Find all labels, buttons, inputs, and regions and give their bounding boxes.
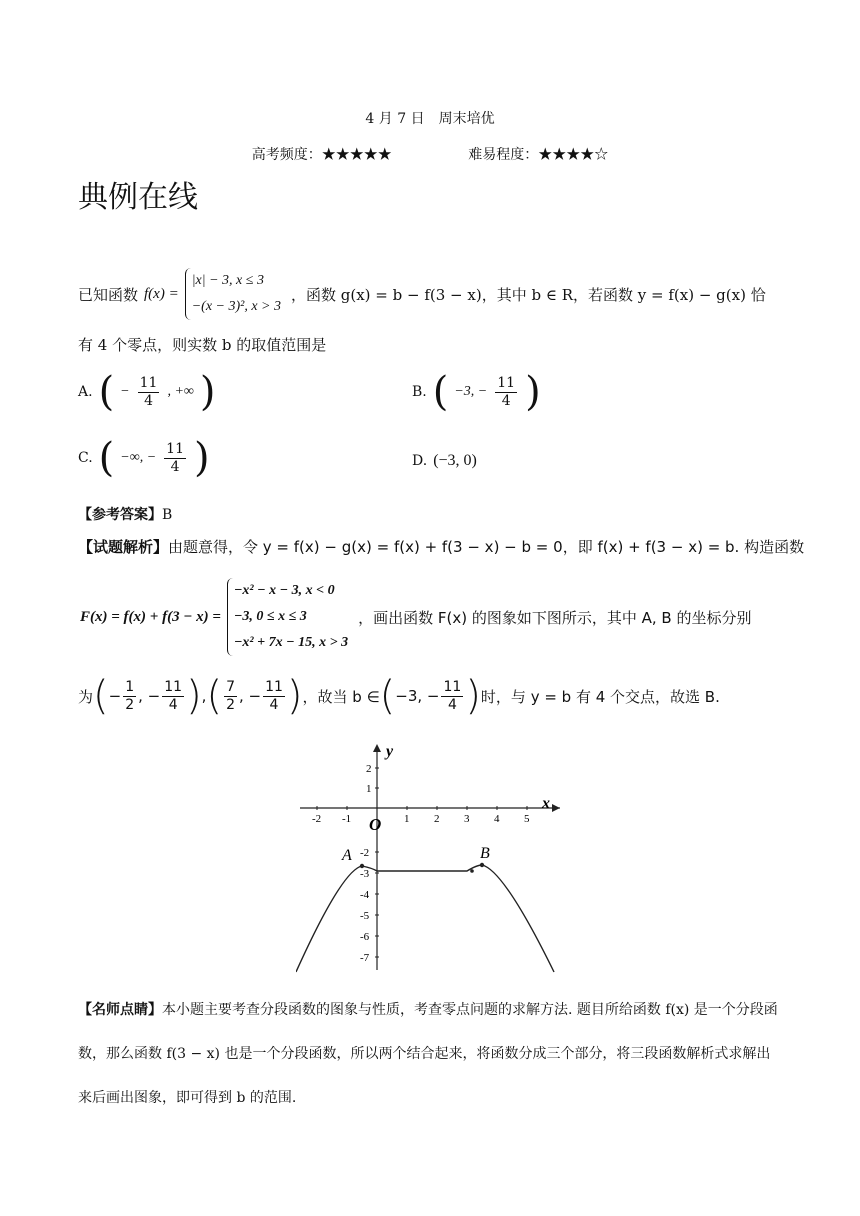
paren-left: ( — [432, 369, 449, 415]
f-piece-2: −(x − 3)², x > 3 — [191, 299, 281, 314]
paren-left: ( — [98, 369, 115, 415]
f-piece-1: |x| − 3, x ≤ 3 — [191, 273, 264, 288]
option-a-right: , +∞ — [167, 384, 194, 399]
line3-mid: ，故当 b ∈ — [302, 687, 380, 706]
F-lhs: F(x) = f(x) + f(3 − x) = — [80, 608, 221, 625]
paren-right: ) — [199, 369, 216, 415]
option-c-left: −∞, − — [120, 450, 157, 465]
analysis-line-1 — [78, 536, 804, 557]
y-tick-label: -5 — [360, 910, 370, 922]
numerator: 11 — [166, 440, 184, 457]
x-tick-label: 1 — [404, 813, 410, 825]
denominator: 4 — [501, 392, 511, 409]
option-d-value: (−3, 0) — [433, 452, 477, 469]
question-intro: 已知函数 — [78, 285, 139, 304]
numerator: 1 — [125, 678, 135, 695]
teacher-comment — [78, 988, 778, 1120]
denominator: 4 — [170, 458, 180, 475]
option-c — [78, 435, 210, 481]
answer-label: 【参考答案】 — [78, 507, 162, 523]
point-b-label: B — [480, 845, 490, 862]
reference-answer — [78, 504, 172, 524]
function-curve — [296, 865, 554, 972]
x-tick-label: 5 — [524, 813, 530, 825]
point-b-marker — [480, 863, 484, 867]
analysis-text-1: 由题意得，令 y = f(x) − g(x) = f(x) + f(3 − x) − b = 0，即 f(x) + f(3 − x) = b. 构造函数 — [168, 538, 805, 556]
paren-left: ( — [98, 435, 115, 481]
paren-right: ) — [286, 673, 303, 719]
f-piecewise — [185, 268, 285, 320]
comment-text: 本小题主要考查分段函数的图象与性质，考查零点问题的求解方法. 题目所给函数 f(x) 是一个分段函数，那么函数 f(3 − x) 也是一个分段函数，所以两个结合起来，将函数分成三个部分，将三段函数解析式求解出来后画出图象，即可得到 b 的范围. — [78, 1002, 778, 1106]
paren-right: ) — [193, 435, 210, 481]
option-d-label: D. — [412, 453, 428, 469]
y-tick-label: 1 — [366, 783, 372, 795]
x-axis-arrow-icon — [552, 804, 560, 812]
point-a-marker — [360, 864, 364, 868]
paren-right: ) — [186, 673, 202, 719]
y-tick-label: -2 — [360, 847, 370, 859]
f-definition: f(x) = — [144, 285, 179, 302]
answer-value: B — [162, 507, 173, 523]
point-a-coord: − $\frac{1}{2}$ , − $\frac{11}{4}$ — [108, 678, 183, 713]
x-tick-label: 3 — [464, 813, 470, 825]
option-d — [412, 452, 477, 470]
g-definition-text: ，函数 g(x) = b − f(3 − x)，其中 b ∈ R，若函数 y = f(x) − g(x) 恰 — [291, 285, 766, 304]
question-line-2: 有 4 个零点，则实数 b 的取值范围是 — [78, 336, 327, 354]
paren-left: ( — [206, 673, 223, 719]
paren-right: ) — [465, 673, 481, 719]
y-tick-label: -7 — [360, 952, 370, 964]
section-title: 典例在线 — [78, 180, 198, 215]
difficulty-level: 难易程度：★★★★☆ — [468, 147, 609, 163]
exam-frequency: 高考频度：★★★★★ — [251, 147, 392, 163]
option-b-fraction — [495, 375, 517, 410]
x-tick-label: -1 — [342, 813, 352, 825]
analysis-line-3: 为 ( − $\frac{1}{2}$ , − $\frac{11}{4}$ ) , ( $\frac{7}{2}$ , − $\frac{11}{4}$ ) ，故当 b ∈ ( −3, − $\frac{11}{4}$ ) 时，与 y = b 有 4 个交点，故选 B. — [78, 673, 720, 719]
denominator: 4 — [168, 696, 178, 713]
F-piece-1: −x² − x − 3, x < 0 — [233, 583, 335, 598]
numerator: 11 — [443, 678, 462, 695]
F-piece-3: −x² + 7x − 15, x > 3 — [233, 635, 349, 650]
paren-right: ) — [525, 369, 541, 415]
denominator: 2 — [125, 696, 135, 713]
option-c-label: C. — [78, 450, 93, 466]
y-axis-label: y — [386, 743, 394, 760]
function-graph — [296, 740, 566, 976]
y-axis-arrow-icon — [373, 744, 381, 752]
header-meta — [0, 144, 860, 164]
numerator: 11 — [497, 374, 516, 391]
denominator: 4 — [144, 392, 153, 409]
line3-tail: 时，与 y = b 有 4 个交点，故选 B. — [480, 687, 720, 706]
option-a-label: A. — [78, 384, 93, 400]
origin-label: O — [369, 815, 382, 834]
F-piecewise — [227, 578, 352, 656]
x-axis-label: x — [542, 795, 550, 812]
y-tick-label: 2 — [366, 763, 372, 775]
line3-prefix: 为 — [78, 687, 94, 706]
x-tick-label: 4 — [494, 813, 500, 825]
option-b-left: −3, − — [454, 384, 488, 399]
junction-marker — [470, 869, 474, 873]
paren-left: ( — [379, 673, 396, 719]
point-b-coord: $\frac{7}{2}$ , − $\frac{11}{4}$ — [226, 678, 283, 713]
numerator: 11 — [164, 678, 183, 695]
numerator: 11 — [265, 678, 283, 695]
analysis-F-definition — [80, 578, 751, 656]
comment-label: 【名师点睛】 — [78, 1002, 162, 1018]
option-a-left: − — [120, 384, 130, 399]
F-piece-2: −3, 0 ≤ x ≤ 3 — [233, 609, 307, 624]
question-line-1 — [78, 268, 766, 320]
x-tick-label: -2 — [312, 813, 322, 825]
y-tick-label: -6 — [360, 931, 370, 943]
F-tail-text: ，画出函数 F(x) 的图象如下图所示，其中 A, B 的坐标分别 — [358, 608, 752, 627]
denominator: 4 — [269, 696, 279, 713]
denominator: 2 — [226, 696, 235, 713]
option-a — [78, 369, 216, 415]
option-a-fraction — [138, 375, 160, 410]
denominator: 4 — [447, 696, 457, 713]
option-b-label: B. — [412, 384, 427, 400]
range-left: −3, − — [395, 687, 440, 705]
numerator: 7 — [226, 678, 235, 695]
header-date: 4 月 7 日 周末培优 — [365, 111, 495, 127]
y-tick-label: -4 — [360, 889, 370, 901]
numerator: 11 — [139, 374, 158, 391]
x-tick-label: 2 — [434, 813, 440, 825]
y-tick-label: -3 — [360, 868, 370, 880]
paren-left: ( — [93, 673, 109, 719]
analysis-label: 【试题解析】 — [78, 538, 169, 556]
point-a-label: A — [342, 847, 352, 864]
option-b — [412, 369, 541, 415]
option-c-fraction — [164, 441, 186, 476]
